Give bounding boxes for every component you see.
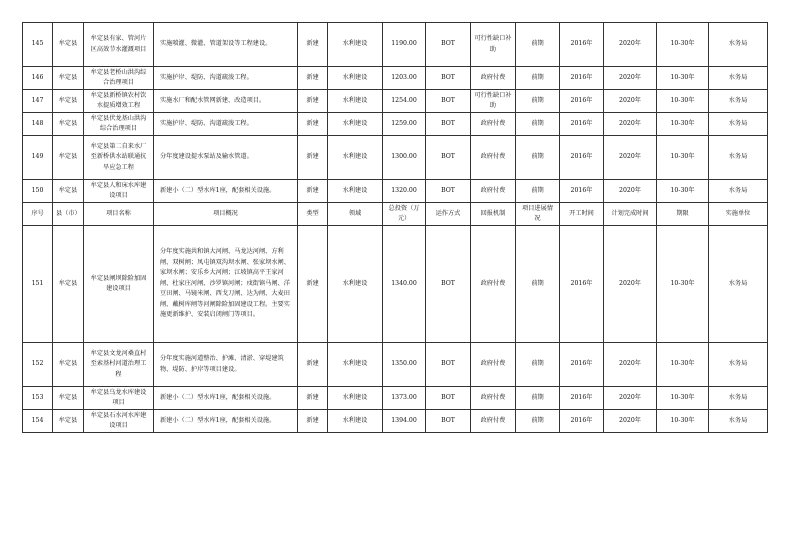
header-cell-investment: 总投资（万元） — [383, 203, 426, 226]
cell-field: 水利建设 — [328, 67, 383, 90]
cell-period: 10-30年 — [657, 136, 709, 180]
cell-field: 水利建设 — [328, 410, 383, 433]
cell-complete: 2020年 — [604, 136, 657, 180]
cell-county: 牟定县 — [53, 226, 84, 343]
cell-progress: 前期 — [516, 343, 560, 387]
cell-county: 牟定县 — [53, 23, 84, 67]
cell-name: 牟定县闸坝除险加固建设项目 — [84, 226, 154, 343]
cell-name: 牟定县第二自来水厂至新桥供水站联通抗旱应急工程 — [84, 136, 154, 180]
cell-investment: 1394.00 — [383, 410, 426, 433]
cell-unit: 水务局 — [709, 23, 768, 67]
cell-progress: 前期 — [516, 23, 560, 67]
cell-investment: 1190.00 — [383, 23, 426, 67]
cell-no: 145 — [23, 23, 53, 67]
table-row — [23, 226, 768, 343]
cell-investment: 1320.00 — [383, 180, 426, 203]
cell-complete: 2020年 — [604, 226, 657, 343]
header-cell-county: 县（市） — [53, 203, 84, 226]
cell-progress: 前期 — [516, 387, 560, 410]
cell-operation: BOT — [426, 180, 471, 203]
cell-progress: 前期 — [516, 67, 560, 90]
cell-name: 牟定县有家、管河片区高效节水灌溉项目 — [84, 23, 154, 67]
cell-return: 政府付费 — [471, 136, 516, 180]
cell-name: 牟定县新桥镇农村饮水提质增效工程 — [84, 90, 154, 113]
cell-no: 152 — [23, 343, 53, 387]
cell-start: 2016年 — [560, 226, 604, 343]
cell-overview: 实施喷灌、微灌、管道架设等工程建设。 — [154, 23, 298, 67]
cell-investment: 1203.00 — [383, 67, 426, 90]
cell-no: 151 — [23, 226, 53, 343]
cell-unit: 水务局 — [709, 113, 768, 136]
cell-county: 牟定县 — [53, 343, 84, 387]
cell-type: 新建 — [298, 410, 328, 433]
cell-type: 新建 — [298, 387, 328, 410]
cell-name: 牟定县老桥山洪沟综合治理项目 — [84, 67, 154, 90]
cell-overview: 分年度实施共和镇大河闸、马龙达河闸、方利闸、双树闸；凤屯镇双沟坝水闸、张家坝水闸、家坝水闸；安乐乡大河闸；江坡镇高平王家河闸、杜家庄河闸、沙罗镇河闸；戍街镇马闸、洋豆田闸、马镜米闸、西戈刀闸、达为闸、大麦田闸、戴树库闸等河闸除险加固建设工程。主要实施更新维护、安装启闭闸门等项目。 — [154, 226, 298, 343]
cell-operation: BOT — [426, 90, 471, 113]
table-row — [23, 180, 768, 203]
cell-operation: BOT — [426, 226, 471, 343]
cell-complete: 2020年 — [604, 113, 657, 136]
cell-county: 牟定县 — [53, 387, 84, 410]
table-row — [23, 67, 768, 90]
header-cell-start: 开工时间 — [560, 203, 604, 226]
cell-no: 147 — [23, 90, 53, 113]
table-row — [23, 387, 768, 410]
cell-unit: 水务局 — [709, 343, 768, 387]
table-row — [23, 90, 768, 113]
cell-start: 2016年 — [560, 387, 604, 410]
cell-no: 149 — [23, 136, 53, 180]
cell-field: 水利建设 — [328, 343, 383, 387]
cell-return: 可行性缺口补助 — [471, 23, 516, 67]
cell-field: 水利建设 — [328, 113, 383, 136]
header-cell-name: 项目名称 — [84, 203, 154, 226]
header-cell-field: 领域 — [328, 203, 383, 226]
cell-county: 牟定县 — [53, 136, 84, 180]
header-cell-progress: 项目进展情况 — [516, 203, 560, 226]
cell-start: 2016年 — [560, 90, 604, 113]
cell-county: 牟定县 — [53, 180, 84, 203]
cell-unit: 水务局 — [709, 180, 768, 203]
cell-complete: 2020年 — [604, 23, 657, 67]
cell-type: 新建 — [298, 226, 328, 343]
cell-type: 新建 — [298, 136, 328, 180]
cell-investment: 1254.00 — [383, 90, 426, 113]
cell-return: 政府付费 — [471, 113, 516, 136]
cell-type: 新建 — [298, 90, 328, 113]
cell-progress: 前期 — [516, 90, 560, 113]
cell-operation: BOT — [426, 23, 471, 67]
cell-type: 新建 — [298, 343, 328, 387]
cell-start: 2016年 — [560, 410, 604, 433]
cell-complete: 2020年 — [604, 410, 657, 433]
cell-progress: 前期 — [516, 136, 560, 180]
cell-progress: 前期 — [516, 410, 560, 433]
cell-operation: BOT — [426, 387, 471, 410]
cell-operation: BOT — [426, 343, 471, 387]
cell-progress: 前期 — [516, 226, 560, 343]
table-header-row — [23, 203, 768, 226]
cell-overview: 分年度实施河道整治、护滩、清淤、穿堤建筑物、堤防、护岸等项目建设。 — [154, 343, 298, 387]
cell-county: 牟定县 — [53, 410, 84, 433]
cell-county: 牟定县 — [53, 67, 84, 90]
cell-field: 水利建设 — [328, 387, 383, 410]
cell-period: 10-30年 — [657, 343, 709, 387]
header-cell-unit: 实施单位 — [709, 203, 768, 226]
table-row — [23, 113, 768, 136]
cell-no: 148 — [23, 113, 53, 136]
cell-no: 150 — [23, 180, 53, 203]
header-cell-type: 类型 — [298, 203, 328, 226]
header-cell-complete: 计划完成时间 — [604, 203, 657, 226]
cell-start: 2016年 — [560, 23, 604, 67]
cell-overview: 新建小（二）型水库1座，配套相关设施。 — [154, 387, 298, 410]
cell-start: 2016年 — [560, 113, 604, 136]
cell-progress: 前期 — [516, 180, 560, 203]
table-row — [23, 23, 768, 67]
cell-name: 牟定县石水河水库建设项目 — [84, 410, 154, 433]
table-row — [23, 343, 768, 387]
cell-period: 10-30年 — [657, 113, 709, 136]
cell-no: 146 — [23, 67, 53, 90]
cell-type: 新建 — [298, 180, 328, 203]
cell-name: 牟定县乌龙水库建设项目 — [84, 387, 154, 410]
cell-investment: 1350.00 — [383, 343, 426, 387]
project-table — [22, 22, 768, 433]
cell-start: 2016年 — [560, 67, 604, 90]
cell-return: 政府付费 — [471, 343, 516, 387]
cell-no: 154 — [23, 410, 53, 433]
header-cell-no: 序号 — [23, 203, 53, 226]
cell-unit: 水务局 — [709, 136, 768, 180]
cell-name: 牟定县人和床水库建设项目 — [84, 180, 154, 203]
table-row — [23, 410, 768, 433]
cell-county: 牟定县 — [53, 113, 84, 136]
cell-return: 政府付费 — [471, 226, 516, 343]
cell-period: 10-30年 — [657, 226, 709, 343]
cell-return: 政府付费 — [471, 180, 516, 203]
cell-no: 153 — [23, 387, 53, 410]
cell-field: 水利建设 — [328, 90, 383, 113]
header-cell-return: 回报机制 — [471, 203, 516, 226]
header-cell-overview: 项目概况 — [154, 203, 298, 226]
cell-start: 2016年 — [560, 136, 604, 180]
cell-operation: BOT — [426, 136, 471, 180]
cell-type: 新建 — [298, 23, 328, 67]
project-sheet — [22, 22, 767, 433]
cell-period: 10-30年 — [657, 90, 709, 113]
cell-return: 政府付费 — [471, 387, 516, 410]
cell-return: 政府付费 — [471, 410, 516, 433]
cell-operation: BOT — [426, 410, 471, 433]
cell-period: 10-30年 — [657, 23, 709, 67]
cell-overview: 实施护岸、堤防、沟道疏浚工程。 — [154, 113, 298, 136]
cell-investment: 1259.00 — [383, 113, 426, 136]
cell-operation: BOT — [426, 113, 471, 136]
cell-complete: 2020年 — [604, 67, 657, 90]
cell-field: 水利建设 — [328, 23, 383, 67]
cell-start: 2016年 — [560, 343, 604, 387]
table-row — [23, 136, 768, 180]
cell-investment: 1373.00 — [383, 387, 426, 410]
cell-field: 水利建设 — [328, 136, 383, 180]
header-cell-period: 期限 — [657, 203, 709, 226]
cell-field: 水利建设 — [328, 226, 383, 343]
cell-period: 10-30年 — [657, 67, 709, 90]
cell-complete: 2020年 — [604, 387, 657, 410]
cell-investment: 1300.00 — [383, 136, 426, 180]
cell-unit: 水务局 — [709, 90, 768, 113]
cell-start: 2016年 — [560, 180, 604, 203]
cell-unit: 水务局 — [709, 226, 768, 343]
cell-progress: 前期 — [516, 113, 560, 136]
cell-name: 牟定县文龙河桑直村至索基村河道治理工程 — [84, 343, 154, 387]
cell-name: 牟定县伏龙基山洪沟综合治理项目 — [84, 113, 154, 136]
cell-unit: 水务局 — [709, 67, 768, 90]
cell-return: 政府付费 — [471, 67, 516, 90]
cell-period: 10-30年 — [657, 180, 709, 203]
cell-period: 10-30年 — [657, 387, 709, 410]
cell-overview: 分年度建设提水泵站及输水管道。 — [154, 136, 298, 180]
cell-operation: BOT — [426, 67, 471, 90]
cell-overview: 新建小（二）型水库1座，配套相关设施。 — [154, 180, 298, 203]
cell-return: 可行性缺口补助 — [471, 90, 516, 113]
cell-overview: 实施水厂和配水管网新建、改造项目。 — [154, 90, 298, 113]
cell-complete: 2020年 — [604, 90, 657, 113]
cell-overview: 实施护岸、堤防、沟道疏浚工程。 — [154, 67, 298, 90]
cell-unit: 水务局 — [709, 410, 768, 433]
cell-county: 牟定县 — [53, 90, 84, 113]
cell-type: 新建 — [298, 67, 328, 90]
cell-complete: 2020年 — [604, 343, 657, 387]
cell-investment: 1340.00 — [383, 226, 426, 343]
cell-period: 10-30年 — [657, 410, 709, 433]
cell-overview: 新建小（二）型水库1座，配套相关设施。 — [154, 410, 298, 433]
table-body — [23, 23, 768, 433]
cell-unit: 水务局 — [709, 387, 768, 410]
cell-field: 水利建设 — [328, 180, 383, 203]
cell-type: 新建 — [298, 113, 328, 136]
header-cell-operation: 运作方式 — [426, 203, 471, 226]
cell-complete: 2020年 — [604, 180, 657, 203]
